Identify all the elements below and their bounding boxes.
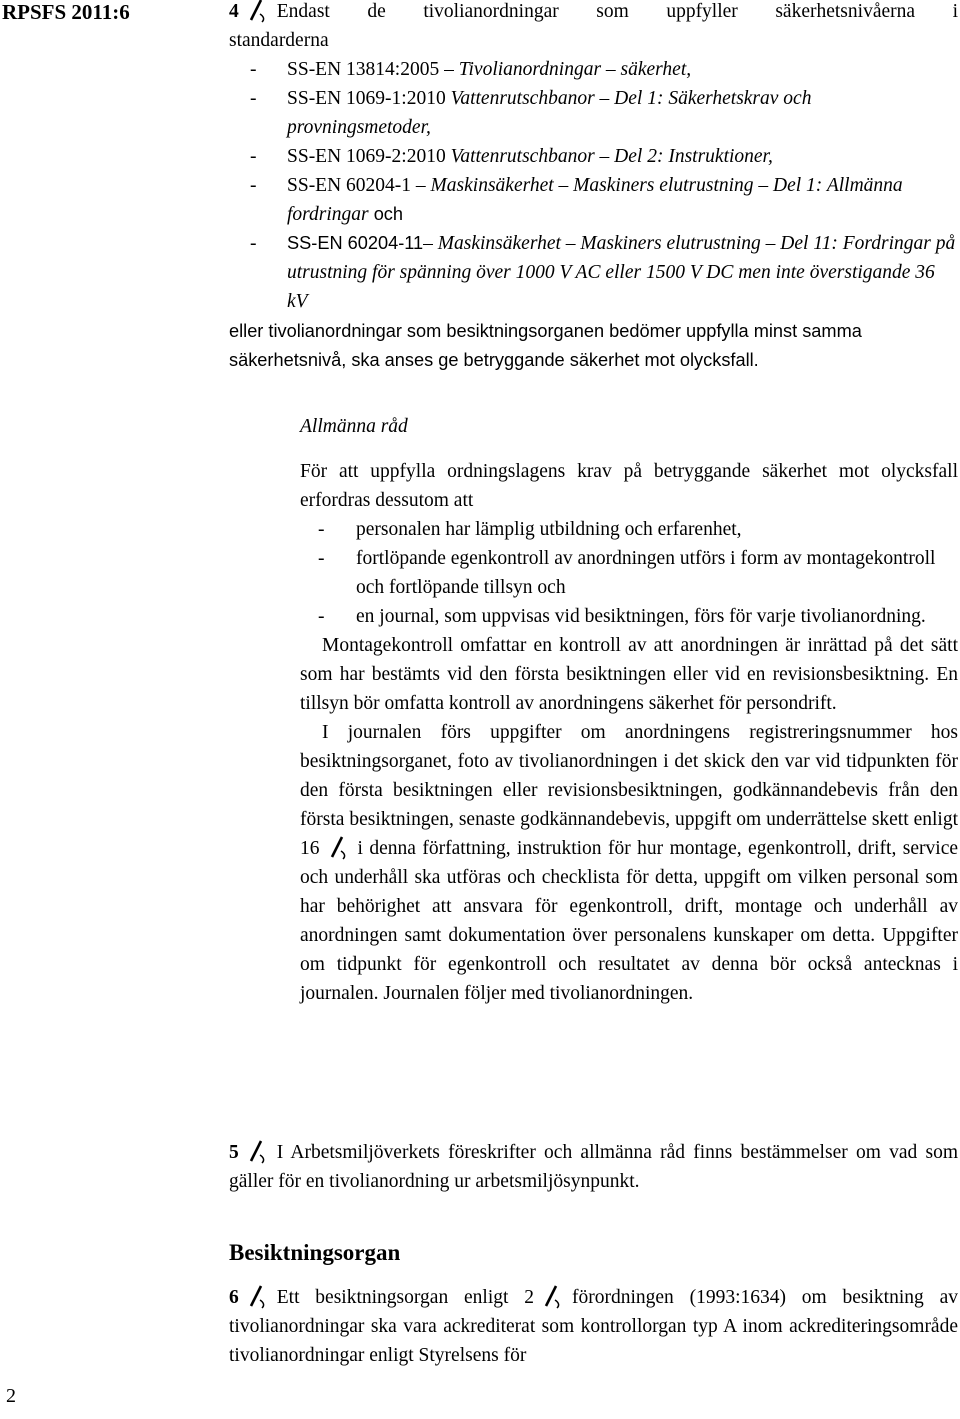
section-number: 5: [229, 1142, 239, 1163]
standard-title: Vattenrutschbanor – Del 2: Instruktioner,: [445, 146, 773, 167]
general-advice-heading: Allmänna råd: [300, 416, 408, 437]
list-dash: -: [318, 548, 325, 569]
section-number: 4: [229, 1, 239, 22]
section-6: [229, 1283, 958, 1370]
list-dash: -: [318, 606, 325, 627]
list-item-text: en journal, som uppvisas vid besiktningen, förs för varje tivolianordning.: [356, 606, 926, 627]
standard-connector: och: [368, 204, 404, 224]
standards-list-item: [229, 142, 958, 171]
inspection-bodies: [229, 1238, 958, 1370]
general-advice-paragraph-journal: [300, 718, 958, 1008]
standard-title: Vattenrutschbanor – Del 1: Säkerhetskrav och provningsmetoder,: [287, 88, 812, 138]
standards-list-item: [229, 84, 958, 142]
journal-text-part2: i denna författning, instruktion för hur montage, egenkontroll, drift, service och underhåll ska utföras och checklista för detta, uppgift om vilken personal som har behörighet att ansvara för egenkontroll, drift, montage och underhåll av anordningen samt dokumentation över personalens kunskaper om detta. Uppgifter om tidpunkt för egenkontroll och resultatet av denna bör också antecknas i journalen. Journalen följer med tivolianordningen.: [300, 838, 958, 1004]
standard-title: – Tivolianordningar – säkerhet,: [439, 59, 692, 80]
general-advice-intro: För att uppfylla ordningslagens krav på betryggande säkerhet mot olycksfall erfordras dessutom att: [300, 461, 958, 511]
section-4-intro-line2: standarderna: [229, 30, 329, 51]
list-dash: -: [250, 59, 257, 80]
list-item: [300, 602, 958, 631]
section-sign-icon: [243, 1138, 269, 1164]
section-sign-icon: [538, 1283, 564, 1309]
section-number: 6: [229, 1287, 239, 1308]
page-number: 2: [6, 1385, 16, 1407]
list-dash: -: [250, 175, 257, 196]
standards-list-item: [229, 171, 958, 229]
section-sign-icon: [324, 834, 350, 860]
general-advice: [300, 412, 958, 1008]
section-4-intro-text: Endast de tivolianordningar som uppfyller säkerhetsnivåerna i: [276, 1, 958, 22]
section-4-closing: eller tivolianordningar som besiktningsorganen bedömer uppfylla minst samma säkerhetsnivå, ska anses ge betryggande säkerhet mot olycksfall.: [229, 321, 862, 370]
section-heading: Besiktningsorgan: [229, 1240, 401, 1265]
standard-code: SS-EN 60204-11: [287, 233, 424, 253]
standard-title: – Maskinsäkerhet – Maskiners elutrustning – Del 11: Fordringar på utrustning för spänning över 1000 V AC eller 1500 V DC men inte överstigande 36 kV: [287, 233, 956, 312]
section-6-text-part1: Ett besiktningsorgan enligt 2: [276, 1287, 534, 1308]
list-item-text: personalen har lämplig utbildning och erfarenhet,: [356, 519, 742, 540]
standard-title: – Maskinsäkerhet – Maskiners elutrustning – Del 1: Allmänna fordringar: [287, 175, 903, 225]
standards-list-item: [229, 229, 958, 316]
section-4-intro-line1: [229, 0, 958, 26]
standards-list: [229, 55, 958, 316]
list-item-text: fortlöpande egenkontroll av anordningen utförs i form av montagekontroll och fortlöpande tillsyn och: [356, 548, 936, 598]
section-sign-icon: [243, 1283, 269, 1309]
section-4: [229, 0, 958, 375]
section-5: [229, 1138, 958, 1196]
list-dash: -: [250, 146, 257, 167]
standard-code: SS-EN 1069-2:2010: [287, 146, 446, 167]
section-6-text-part2: förordningen (1993:1634) om besiktning av tivolianordningar ska vara ackrediterat som kontrollorgan typ A inom ackrediteringsområde tivolianordningar enligt Styrelsens för: [229, 1287, 958, 1366]
list-dash: -: [318, 519, 325, 540]
document-header-reference: RPSFS 2011:6: [2, 0, 130, 24]
list-dash: -: [250, 88, 257, 109]
journal-text-part1: I journalen förs uppgifter om anordningens registreringsnummer hos besiktningsorganet, foto av tivolianordningen i det skick den var vid tidpunkten för den första besiktningen eller revisionsbesiktningen, godkännandebevis från den första besiktningen, senaste godkännandebevis, uppgift om underrättelse skett enligt 16: [300, 722, 958, 859]
standard-code: SS-EN 60204-1: [287, 175, 412, 196]
standard-code: SS-EN 13814:2005: [287, 59, 440, 80]
section-sign-icon: [243, 0, 269, 23]
list-item: [300, 544, 958, 602]
list-item: [300, 515, 958, 544]
section-5-text: I Arbetsmiljöverkets föreskrifter och allmänna råd finns bestämmelser om vad som gäller för en tivolianordning ur arbetsmiljösynpunkt.: [229, 1142, 958, 1192]
standards-list-item: [229, 55, 958, 84]
list-dash: -: [250, 233, 257, 254]
standard-code: SS-EN 1069-1:2010: [287, 88, 446, 109]
general-advice-paragraph-montage: Montagekontroll omfattar en kontroll av att anordningen är inrättad på det sätt som har bestämts vid den första besiktningen eller vid en revisionsbesiktning. En tillsyn bör omfatta kontroll av anordningens säkerhet för persondrift.: [300, 635, 958, 714]
general-advice-list: [300, 515, 958, 631]
